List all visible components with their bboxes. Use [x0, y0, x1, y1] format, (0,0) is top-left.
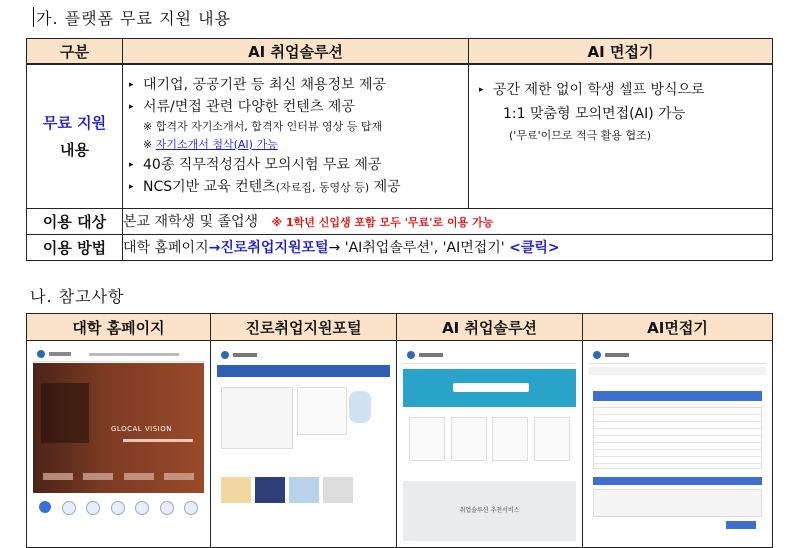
career-portal-link[interactable]: 진로취업지원포털	[220, 240, 329, 256]
method-contents: 대학 홈페이지→진로취업지원포털→ 'AI취업솔루션', 'AI면접기' <클릭>	[123, 234, 773, 260]
ref-header-solution: AI 취업솔루션	[397, 314, 583, 341]
target-note: ※ 1학년 신입생 포함 모두 '무료'로 이용 가능	[271, 216, 494, 229]
interview-item-2: 1:1 맞춤형 모의면접(AI) 가능	[503, 106, 686, 122]
ref-solution-cell	[397, 341, 583, 548]
ref-interview-cell	[583, 341, 773, 548]
ref-header-home: 대학 홈페이지	[27, 314, 211, 341]
free-support-label: 무료 지원	[42, 114, 107, 133]
self-intro-ai-link[interactable]: 자기소개서 첨삭(AI) 가능	[155, 137, 278, 151]
triangle-bullet-icon: ▸	[129, 159, 134, 170]
cursor-bar	[33, 7, 34, 27]
triangle-bullet-icon: ▸	[129, 79, 134, 90]
row-label-method: 이용 방법	[27, 234, 123, 260]
header-ai-interview: AI 면접기	[469, 39, 773, 65]
triangle-bullet-icon: ▸	[479, 85, 484, 95]
ref-header-portal: 진로취업지원포털	[211, 314, 397, 341]
support-table	[26, 38, 773, 261]
home-screenshot	[33, 347, 204, 541]
solution-item: ▸ 40종 직무적성검사 모의시험 무료 제공	[123, 154, 468, 176]
row-label-free-support	[27, 64, 123, 208]
triangle-bullet-icon: ▸	[129, 181, 134, 192]
reference-table	[26, 313, 773, 548]
interview-note: ('무료'이므로 적극 활용 협조)	[509, 129, 652, 142]
header-category: 구분	[27, 39, 123, 65]
section-b-title: 나. 참고사항	[30, 287, 125, 306]
interview-item: ▸ 공간 제한 없이 학생 셀프 방식으로	[469, 79, 772, 101]
interview-contents	[469, 64, 773, 208]
ref-header-interview: AI면접기	[583, 314, 773, 341]
section-a-title: 가. 플랫폼 무료 지원 내용	[36, 6, 231, 29]
solution-item: ▸ 서류/면접 관련 다양한 컨텐츠 제공	[123, 96, 468, 118]
portal-screenshot	[217, 347, 390, 541]
solution-item: ▸ 대기업, 공공기관 등 최신 채용정보 제공	[123, 74, 468, 96]
home-banner-text: GLOCAL VISION	[111, 425, 172, 433]
solution-item: ▸ NCS기반 교육 컨텐츠(자료집, 동영상 등) 제공	[123, 176, 468, 199]
solution-screenshot	[403, 347, 576, 541]
ref-home-cell	[27, 341, 211, 548]
triangle-bullet-icon: ▸	[129, 101, 134, 112]
ref-portal-cell	[211, 341, 397, 548]
solution-footer-text: 취업솔루션 추천서비스	[403, 481, 576, 541]
interview-screenshot	[589, 347, 766, 541]
solution-note-link-row: ※ 자기소개서 첨삭(AI) 가능	[143, 137, 278, 151]
click-label: <클릭>	[509, 240, 560, 256]
target-contents: 본교 재학생 및 졸업생 ※ 1학년 신입생 포함 모두 '무료'로 이용 가능	[123, 208, 773, 234]
header-ai-solution: AI 취업솔루션	[123, 39, 469, 65]
free-support-label-2: 내용	[60, 141, 89, 160]
row-label-target: 이용 대상	[27, 208, 123, 234]
solution-note: ※ 합격자 자기소개서, 합격자 인터뷰 영상 등 탑재	[143, 119, 383, 133]
solution-contents	[123, 64, 469, 208]
